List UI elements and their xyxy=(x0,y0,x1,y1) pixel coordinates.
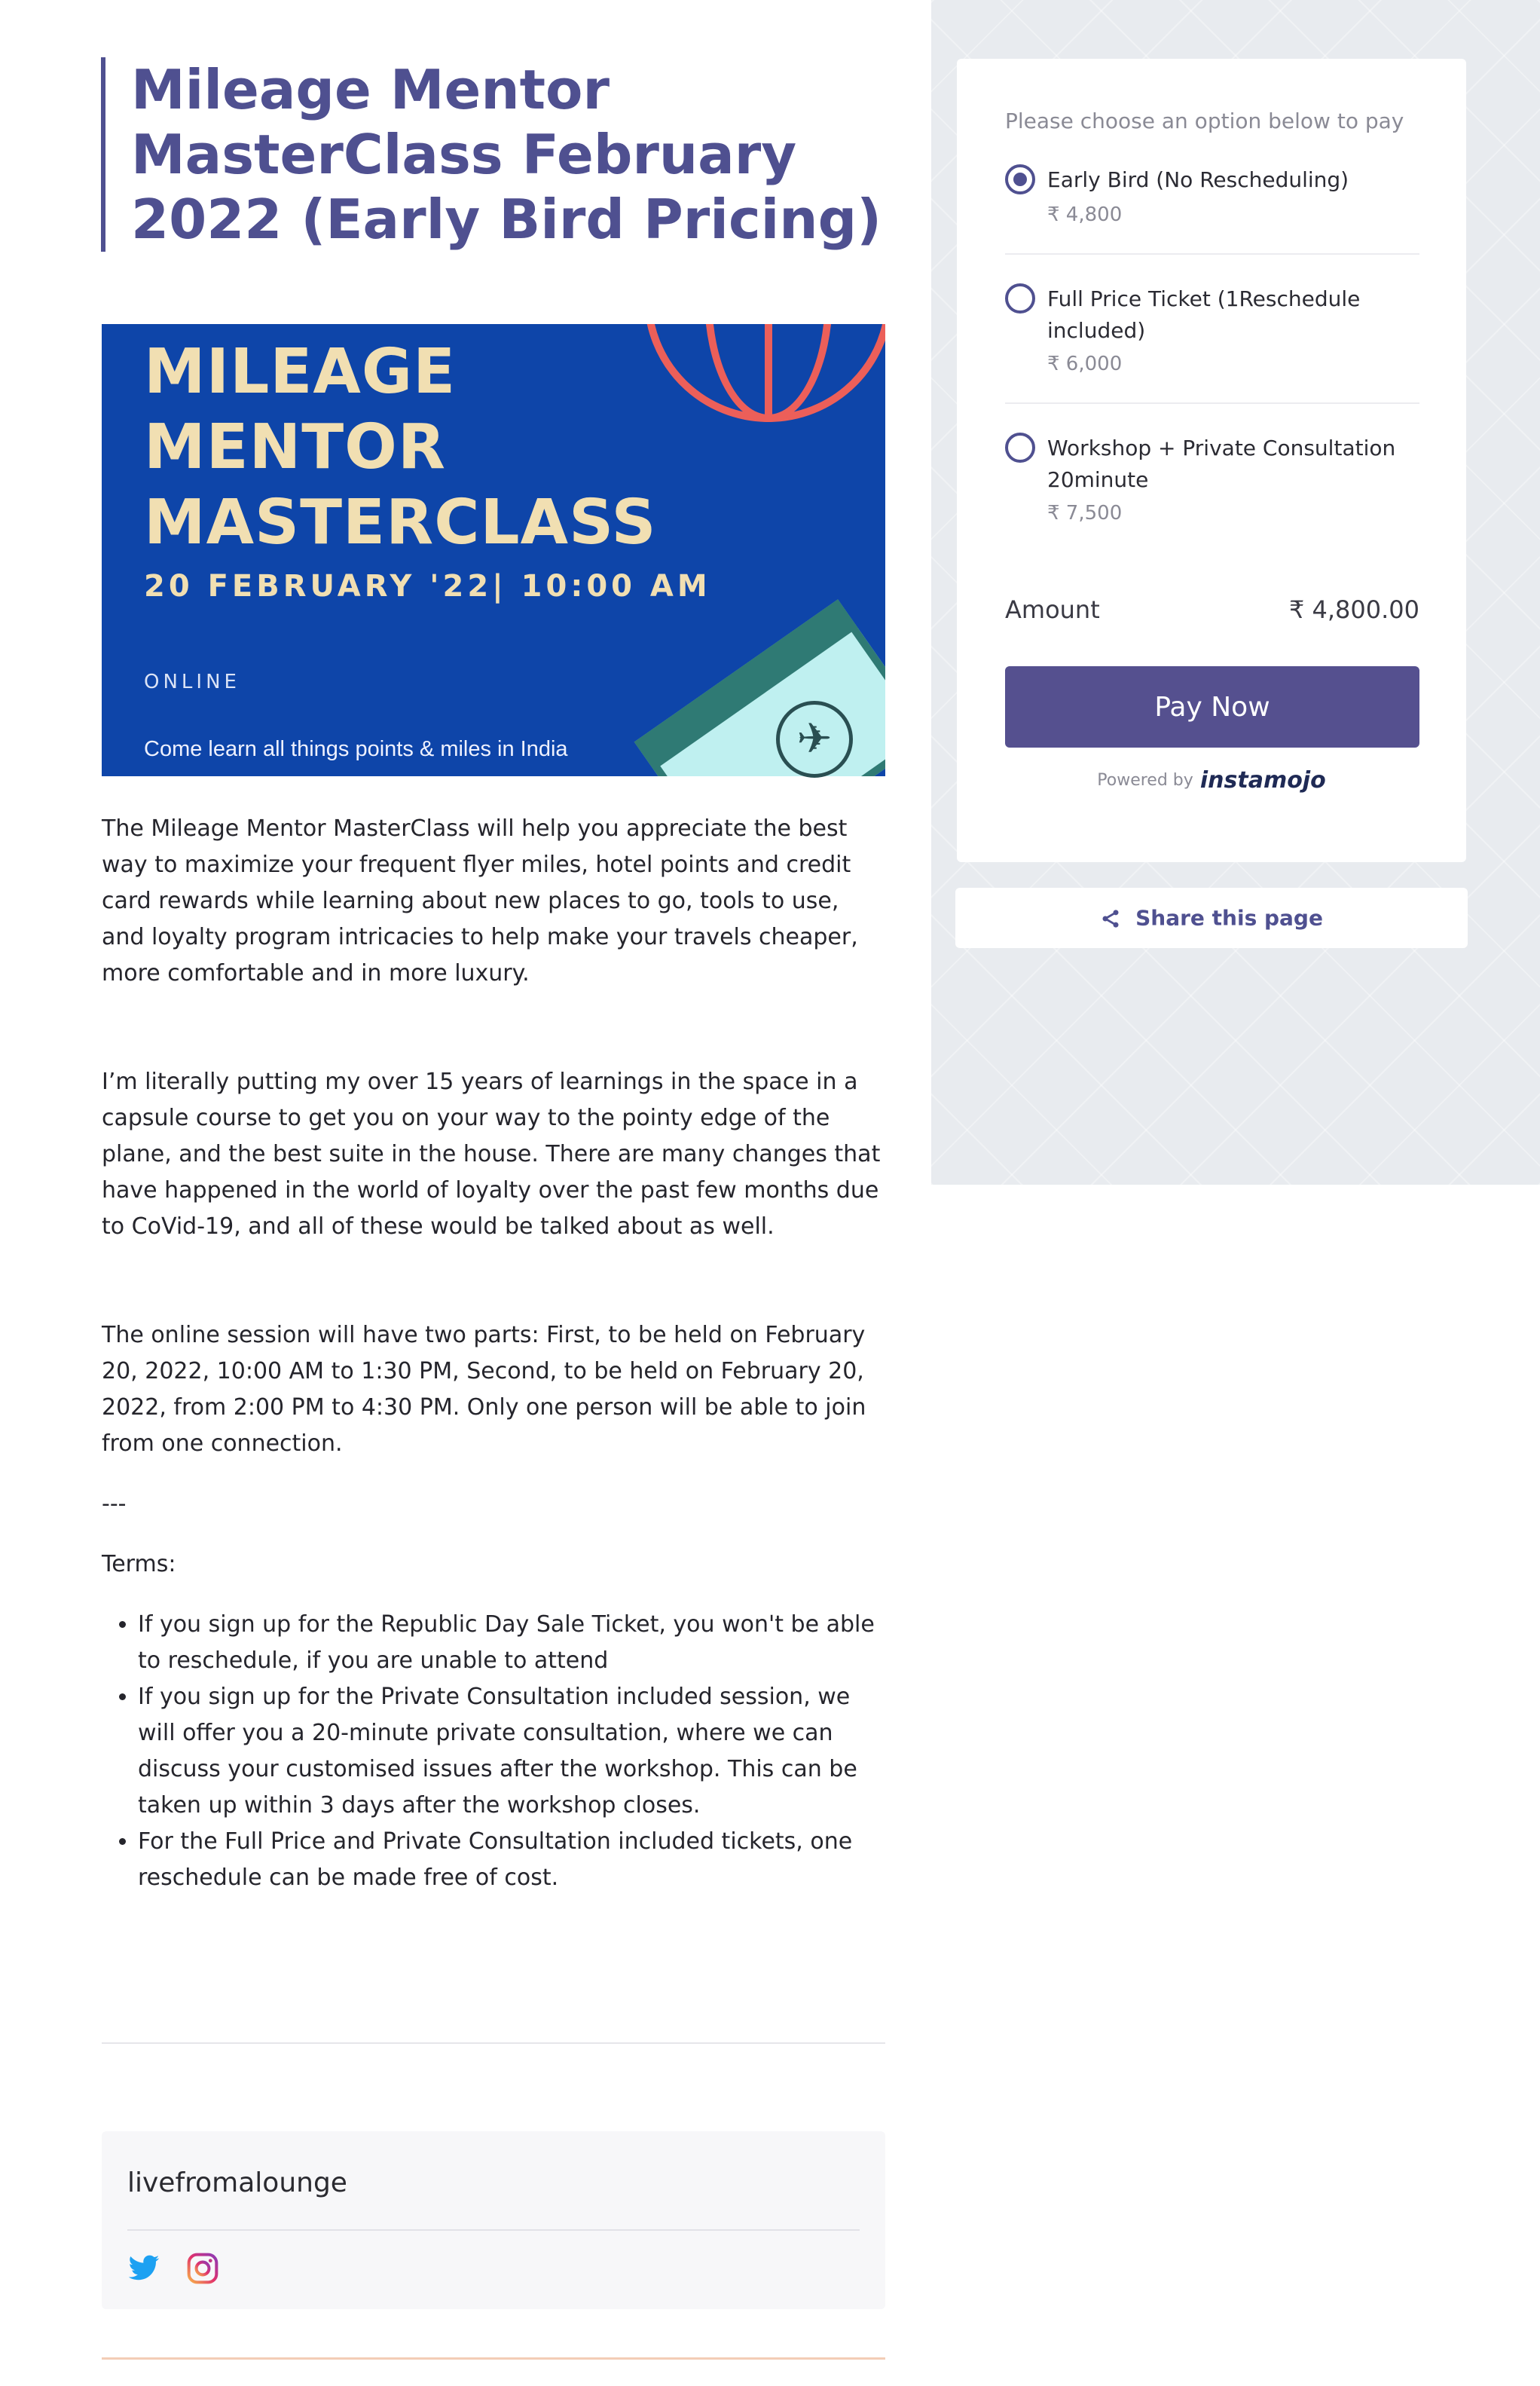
option-label: Workshop + Private Consultation 20minute xyxy=(1047,436,1396,492)
payment-prompt: Please choose an option below to pay xyxy=(1005,109,1404,133)
title-block xyxy=(101,57,885,252)
instagram-icon[interactable] xyxy=(186,2252,219,2285)
powered-by xyxy=(957,767,1466,794)
share-icon xyxy=(1100,908,1121,929)
option-workshop-consultation[interactable] xyxy=(1005,427,1419,532)
banner-headline: MILEAGE MENTOR MASTERCLASS xyxy=(144,336,657,558)
banner-date: 20 FEBRUARY '22| 10:00 AM xyxy=(144,569,711,604)
pay-now-button[interactable]: Pay Now xyxy=(1005,666,1419,748)
option-full-price[interactable] xyxy=(1005,277,1419,383)
terms-item: • For the Full Price and Private Consultation included tickets, one reschedule can be made free of cost. xyxy=(138,1824,885,1896)
description-paragraph: The online session will have two parts: First, to be held on February 20, 2022, 10:00 AM to 1:30 PM, Second, to be held on February 20, 2022, from 2:00 PM to 4:30 PM. Only one person will be able to join from one connection. xyxy=(102,1322,866,1457)
option-price: ₹ 6,000 xyxy=(1047,353,1123,375)
option-early-bird[interactable] xyxy=(1005,158,1419,234)
separator-text: --- xyxy=(102,1491,127,1517)
creator-name[interactable]: livefromalounge xyxy=(127,2167,347,2198)
airplane-icon: ✈ xyxy=(776,701,853,778)
page-title: Mileage Mentor MasterClass February 2022 (Early Bird Pricing) xyxy=(131,58,882,251)
description-paragraph: The Mileage Mentor MasterClass will help you appreciate the best way to maximize your frequent flyer miles, hotel points and credit card rewards while learning about new places to go, tools to use, and loyalty program intricacies to help make your travels cheaper, more comfortable and in more luxury. xyxy=(102,815,858,987)
radio-button[interactable] xyxy=(1005,283,1035,314)
twitter-icon[interactable] xyxy=(127,2252,160,2285)
event-banner xyxy=(102,324,885,776)
terms-item: • If you sign up for the Republic Day Sale Ticket, you won't be able to reschedule, if you are unable to attend xyxy=(138,1607,885,1679)
creator-card xyxy=(102,2131,885,2309)
payment-card xyxy=(957,59,1466,862)
option-label: Early Bird (No Rescheduling) xyxy=(1047,167,1349,192)
creator-divider xyxy=(127,2229,860,2231)
radio-button-selected[interactable] xyxy=(1005,164,1035,194)
description-paragraph: I’m literally putting my over 15 years of learnings in the space in a capsule course to get you on your way to the pointy edge of the plane, and the best suite in the house. There are many changes that have happened in the world of loyalty over the past few months due to CoVid-19, and all of these would be talked about as well. xyxy=(102,1069,881,1240)
share-label: Share this page xyxy=(1135,905,1323,931)
terms-item: • If you sign up for the Private Consultation included session, we will offer you a 20-minute private consultation, where we can discuss your customised issues after the workshop. This can be taken up within 3 days after the workshop closes. xyxy=(138,1679,885,1824)
footer-rule xyxy=(102,2357,885,2360)
banner-tagline: Come learn all things points & miles in India xyxy=(144,737,568,761)
content-divider xyxy=(102,2042,885,2044)
option-divider xyxy=(1005,402,1419,404)
option-price: ₹ 7,500 xyxy=(1047,502,1123,525)
powered-by-label: Powered by xyxy=(1097,771,1193,790)
option-label: Full Price Ticket (1Reschedule included) xyxy=(1047,286,1361,343)
instamojo-logo[interactable]: instamojo xyxy=(1199,767,1326,794)
banner-mode: ONLINE xyxy=(144,671,240,693)
amount-value: ₹ 4,800.00 xyxy=(1288,595,1419,624)
amount-label: Amount xyxy=(1005,595,1100,624)
radio-button[interactable] xyxy=(1005,433,1035,463)
option-price: ₹ 4,800 xyxy=(1047,203,1123,226)
event-description xyxy=(102,811,885,1896)
terms-list xyxy=(102,1607,885,1896)
share-page-button[interactable] xyxy=(955,888,1468,948)
terms-heading: Terms: xyxy=(102,1551,176,1577)
option-divider xyxy=(1005,253,1419,255)
